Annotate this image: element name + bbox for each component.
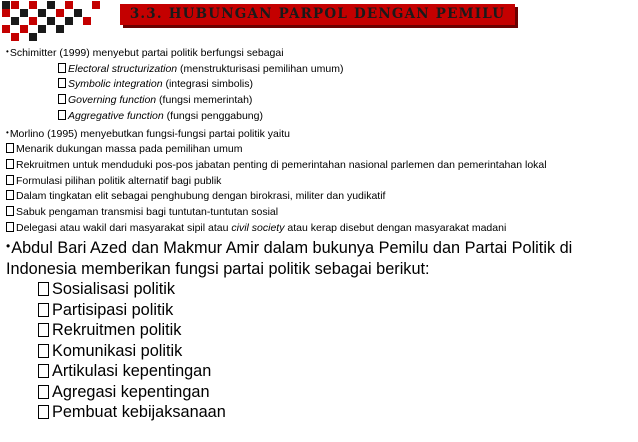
corner-pattern — [0, 0, 120, 40]
pattern-square — [2, 25, 10, 33]
pattern-square — [29, 1, 37, 9]
checkbox-bullet-icon — [38, 323, 49, 337]
azed-item: Sosialisasi politik — [6, 279, 632, 300]
azed-item: Rekruitmen politik — [6, 320, 632, 341]
pattern-square — [56, 9, 64, 17]
checkbox-bullet-icon — [38, 282, 49, 296]
slide-title: 3.3. HUBUNGAN PARPOL DENGAN PEMILU — [129, 6, 506, 22]
schimitter-intro: •Schimitter (1999) menyebut partai politik berfungsi sebagai — [6, 47, 284, 59]
pattern-square — [11, 1, 19, 9]
checkbox-bullet-icon — [6, 175, 14, 185]
checkbox-bullet-icon — [38, 364, 49, 378]
checkbox-bullet-icon — [6, 206, 14, 216]
checkbox-bullet-icon — [38, 344, 49, 358]
azed-item: Artikulasi kepentingan — [6, 361, 632, 382]
morlino-item: Formulasi pilihan politik alternatif bagi publik — [6, 174, 632, 190]
checkbox-bullet-icon — [6, 222, 14, 232]
pattern-square — [29, 17, 37, 25]
checkbox-bullet-icon — [58, 94, 66, 104]
bullet-icon: • — [6, 47, 9, 56]
pattern-square — [47, 1, 55, 9]
schimitter-item: Electoral structurization (menstrukturisasi pemilihan umum) — [6, 62, 632, 78]
checkbox-bullet-icon — [38, 303, 49, 317]
azed-intro: •Abdul Bari Azed dan Makmur Amir dalam bukunya Pemilu dan Partai Politik di Indonesia memberikan fungsi partai politik sebagai berikut: — [6, 239, 573, 278]
morlino-intro: •Morlino (1995) menyebutkan fungsi-fungsi partai politik yaitu — [6, 127, 290, 140]
checkbox-bullet-icon — [58, 63, 66, 73]
pattern-square — [38, 25, 46, 33]
morlino-item: Delegasi atau wakil dari masyarakat sipil atau civil society atau kerap disebut dengan masyarakat madani — [6, 221, 632, 237]
pattern-square — [38, 9, 46, 17]
azed-item: Komunikasi politik — [6, 341, 632, 362]
pattern-square — [65, 17, 73, 25]
pattern-square — [11, 33, 19, 41]
checkbox-bullet-icon — [58, 110, 66, 120]
morlino-item: Rekruitmen untuk menduduki pos-pos jabatan penting di pemerintahan nasional parlemen dan pemerintahan lokal — [6, 158, 632, 174]
bullet-icon: • — [6, 239, 11, 254]
bullet-icon: • — [6, 127, 9, 137]
pattern-square — [20, 25, 28, 33]
pattern-square — [29, 33, 37, 41]
pattern-square — [92, 1, 100, 9]
checkbox-bullet-icon — [58, 78, 66, 88]
checkbox-bullet-icon — [6, 143, 14, 153]
checkbox-bullet-icon — [6, 190, 14, 200]
schimitter-item: Aggregative function (fungsi penggabung) — [6, 109, 632, 125]
slide-content — [6, 44, 632, 423]
pattern-square — [20, 9, 28, 17]
pattern-square — [2, 9, 10, 17]
checkbox-bullet-icon — [6, 159, 14, 169]
pattern-square — [74, 9, 82, 17]
pattern-square — [56, 25, 64, 33]
azed-item: Partisipasi politik — [6, 300, 632, 321]
title-bar — [120, 4, 515, 25]
pattern-square — [65, 1, 73, 9]
pattern-square — [83, 17, 91, 25]
checkbox-bullet-icon — [38, 405, 49, 419]
schimitter-item: Symbolic integration (integrasi simbolis) — [6, 77, 632, 93]
azed-item: Pembuat kebijaksanaan — [6, 402, 632, 423]
morlino-item: Sabuk pengaman transmisi bagi tuntutan-tuntutan sosial — [6, 205, 632, 221]
pattern-square — [11, 17, 19, 25]
pattern-square — [47, 17, 55, 25]
morlino-item: Menarik dukungan massa pada pemilihan umum — [6, 142, 632, 158]
checkbox-bullet-icon — [38, 385, 49, 399]
schimitter-item: Governing function (fungsi memerintah) — [6, 93, 632, 109]
morlino-item: Dalam tingkatan elit sebagai penghubung dengan birokrasi, militer dan yudikatif — [6, 189, 632, 205]
pattern-square — [2, 1, 10, 9]
azed-item: Agregasi kepentingan — [6, 382, 632, 403]
